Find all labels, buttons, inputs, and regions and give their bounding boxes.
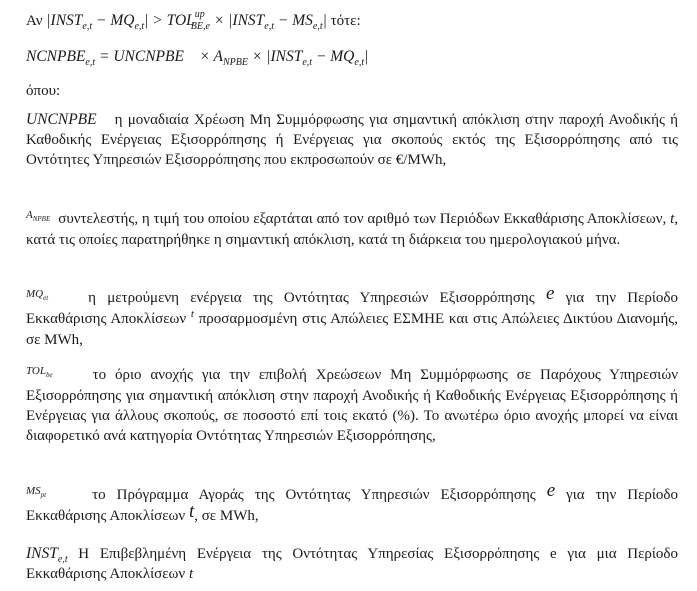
symbol-letter: MQ (26, 288, 44, 300)
eq-term: | (322, 12, 327, 29)
definition-symbol (26, 209, 51, 224)
eq-subscript: e,t (302, 57, 313, 69)
definition-text: συντελεστής, η τιμή του οποίου εξαρτάται από τον αριθμό των Περιόδων Εκκαθάρισης Αποκλίσεων, (58, 211, 671, 227)
variable-e: e (545, 283, 555, 304)
variable-t: t (188, 566, 194, 582)
symbol-subscript: pt (40, 491, 47, 500)
symbol-subscript: e,t (57, 554, 68, 566)
symbol-letter: INST (26, 545, 58, 562)
symbol-letter: TOL (26, 365, 46, 377)
definition-text-cont: για την Περίοδο Εκκαθάρισης Αποκλίσεων (26, 487, 678, 524)
eq-term: − MS (274, 12, 313, 29)
eq-subscript: e,t (354, 57, 365, 69)
eq-term: |INST (46, 12, 83, 29)
eq-superscript: up (194, 8, 205, 20)
definition-text: η μετρούμενη ενέργεια της Οντότητας Υπηρεσιών Εξισορρόπησης (88, 290, 546, 306)
symbol-subscript: be (45, 371, 53, 380)
definition-text-cont: για την Περίοδο Εκκαθάρισης Αποκλίσεων (26, 290, 678, 327)
definition-tol (26, 365, 678, 446)
definition-symbol (26, 365, 53, 380)
definition-inst (26, 544, 678, 584)
eq-subscript: e,t (312, 21, 323, 33)
definition-text: η μοναδιαία Χρέωση Μη Συμμόρφωσης για σημαντική απόκλιση στην παροχή Ανοδικής ή Καθοδικής Ενέργειας Εξισορρόπησης ή Ενέργειας για σκοπούς εκτός της Εξισορρόπησης από τις Οντότητες Υπηρεσιών Εξισορρόπησης που εκπροσωπούν σε €/MWh, (26, 112, 678, 168)
eq-subscript: e,t (134, 21, 145, 33)
definition-text-cont: , σε MWh, (194, 508, 259, 524)
symbol-subscript: et (43, 294, 49, 303)
eq-subscript: e,t (85, 57, 96, 69)
variable-t: t (670, 211, 675, 227)
definition-anpbe (26, 209, 678, 250)
definition-symbol (26, 545, 68, 566)
eq-term: NCNPBE (26, 48, 86, 65)
where-label: όπου: (26, 83, 61, 99)
symbol-letter: MS (26, 485, 41, 497)
eq-subscript: BE,e (190, 21, 210, 33)
definition-symbol: UNCNPBE (26, 111, 97, 128)
eq-term: | (364, 48, 369, 65)
symbol-letter: A (26, 209, 33, 221)
eq-term: − MQ (92, 12, 135, 29)
eq-suffix: τότε: (330, 13, 361, 29)
definition-symbol (26, 485, 47, 500)
variable-e: e (546, 480, 556, 501)
definition-text: το όριο ανοχής για την επιβολή Χρεώσεων Μη Συμμόρφωσης σε Παρόχους Υπηρεσιών Εξισορρόπησης για σημαντική απόκλιση στην παροχή Ανοδικής ή Καθοδικής Ενέργειας Εξισορρόπησης ή Ενέργειας για άλλους σκοπούς, σε ποσοστό επί τοις εκατό (%). Το ανωτέρω όριο ανοχής μπορεί να είναι διαφορετικό ανά κατηγορία Οντότητας Υπηρεσιών Εξισορρόπησης, (26, 367, 678, 444)
charge-equation (26, 48, 369, 69)
definition-uncnpbe (26, 110, 678, 170)
eq-term: × |INST (248, 48, 303, 65)
eq-term: × |INST (209, 12, 265, 29)
definition-ms (26, 480, 678, 526)
definition-text: Η Επιβεβλημένη Ενέργεια της Οντότητας Υπηρεσίας Εξισορρόπησης e για μια Περίοδο Εκκαθάρισης Αποκλίσεων (26, 546, 678, 582)
eq-subscript: e,t (82, 21, 93, 33)
eq-prefix: Αν (26, 13, 43, 29)
condition-equation (26, 8, 361, 33)
definition-text-cont: προσαρμοσμένη στις Απώλειες ΕΣΜΗΕ και στις Απώλειες Δικτύου Διανομής, σε MWh, (26, 311, 678, 348)
eq-term: | > TOL (144, 12, 195, 29)
eq-term: − MQ (312, 48, 355, 65)
symbol-subscript: NPBE (32, 215, 51, 224)
variable-t: t (188, 501, 195, 522)
definition-text: το Πρόγραμμα Αγοράς της Οντότητας Υπηρεσιών Εξισορρόπησης (92, 487, 547, 503)
eq-subscript: NPBE (223, 57, 248, 69)
definition-symbol (26, 288, 49, 303)
variable-t: t (190, 308, 194, 320)
eq-subscript: e,t (264, 21, 275, 33)
definition-mq (26, 283, 678, 350)
definition-text-cont: , κατά τις οποίες παρατηρήθηκε η σημαντική απόκλιση, κατά τη διάρκεια του ημερολογιακού μήνα. (26, 211, 678, 248)
eq-term: = UNCNPBE × A (95, 48, 223, 65)
